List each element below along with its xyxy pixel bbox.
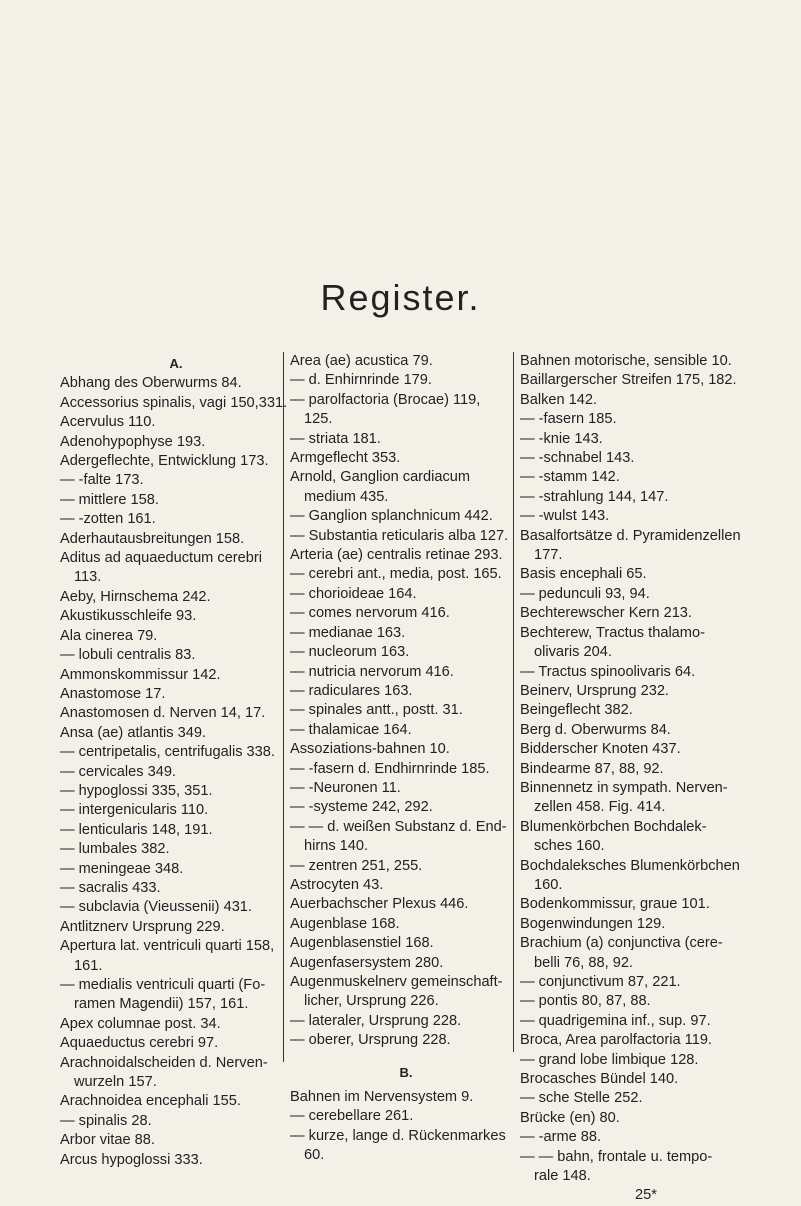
index-entry: — -fasern 185. bbox=[520, 411, 617, 428]
index-entry: — subclavia (Vieussenii) 431. bbox=[60, 899, 252, 916]
index-entry-continuation: hirns 140. bbox=[304, 838, 369, 855]
index-entry: Aeby, Hirnschema 242. bbox=[60, 588, 211, 605]
index-entry: — nutricia nervorum 416. bbox=[290, 663, 454, 680]
index-entry: Astrocyten 43. bbox=[290, 876, 384, 893]
index-entry: — -strahlung 144, 147. bbox=[520, 488, 669, 505]
index-entry: Arachnoidalscheiden d. Nerven- bbox=[60, 1054, 268, 1071]
index-entry: — pontis 80, 87, 88. bbox=[520, 993, 651, 1010]
index-entry: Broca, Area parolfactoria 119. bbox=[520, 1032, 712, 1049]
index-entry-continuation: 125. bbox=[304, 411, 333, 428]
index-entry: — lateraler, Ursprung 228. bbox=[290, 1012, 462, 1029]
index-entry: — Ganglion splanchnicum 442. bbox=[290, 508, 493, 525]
index-entry-continuation: belli 76, 88, 92. bbox=[534, 954, 633, 971]
index-entry: — Substantia reticularis alba 127. bbox=[290, 527, 509, 544]
index-entry: Bechterewscher Kern 213. bbox=[520, 605, 692, 622]
index-entry: — intergenicularis 110. bbox=[60, 802, 209, 819]
index-entry-continuation: 113. bbox=[74, 569, 102, 586]
index-entry: — d. Enhirnrinde 179. bbox=[290, 372, 432, 389]
index-entry: Ansa (ae) atlantis 349. bbox=[60, 724, 207, 741]
index-entry: — -arme 88. bbox=[520, 1129, 602, 1146]
index-entry: — mittlere 158. bbox=[60, 491, 159, 508]
index-entry: Blumenkörbchen Bochdalek- bbox=[520, 818, 707, 835]
index-entry-continuation: 160. bbox=[534, 876, 563, 893]
index-entry: Aderhautausbreitungen 158. bbox=[60, 530, 245, 547]
index-entry: — — d. weißen Substanz d. End- bbox=[290, 818, 507, 835]
index-entry-continuation: zellen 458. Fig. 414. bbox=[534, 799, 666, 816]
index-entry: — cerebri ant., media, post. 165. bbox=[290, 566, 502, 583]
index-entry: Bechterew, Tractus thalamo- bbox=[520, 624, 705, 641]
index-entry: Assoziations-bahnen 10. bbox=[290, 741, 450, 758]
index-entry: Akustikusschleife 93. bbox=[60, 608, 197, 625]
index-entry-continuation: ramen Magendii) 157, 161. bbox=[74, 996, 249, 1013]
index-entry: Basis encephali 65. bbox=[520, 566, 647, 583]
index-entry: Bidderscher Knoten 437. bbox=[520, 741, 681, 758]
index-entry: — lobuli centralis 83. bbox=[60, 647, 196, 664]
index-entry-continuation: 177. bbox=[534, 547, 563, 564]
page-title: Register. bbox=[320, 277, 481, 318]
index-entry: — medianae 163. bbox=[290, 624, 406, 641]
index-entry: — comes nervorum 416. bbox=[290, 605, 450, 622]
index-entry: Augenblase 168. bbox=[290, 915, 400, 932]
index-entry: — -zotten 161. bbox=[60, 511, 156, 528]
index-entry: — sche Stelle 252. bbox=[520, 1090, 643, 1107]
index-entry: — oberer, Ursprung 228. bbox=[290, 1032, 451, 1049]
index-entry: — nucleorum 163. bbox=[290, 644, 410, 661]
index-entry: Anastomosen d. Nerven 14, 17. bbox=[60, 705, 266, 722]
index-entry-continuation: 161. bbox=[74, 957, 103, 974]
index-entry: Aditus ad aquaeductum cerebri bbox=[60, 550, 263, 567]
index-entry: — hypoglossi 335, 351. bbox=[60, 782, 213, 799]
index-entry: — thalamicae 164. bbox=[290, 721, 412, 738]
index-entry: Baillargerscher Streifen 175, 182. bbox=[520, 372, 737, 389]
index-entry: — meningeae 348. bbox=[60, 860, 184, 877]
index-entry: — -stamm 142. bbox=[520, 469, 620, 486]
index-entry: Bodenkommissur, graue 101. bbox=[520, 896, 710, 913]
index-entry: — centripetalis, centrifugalis 338. bbox=[60, 744, 275, 761]
index-entry-continuation: licher, Ursprung 226. bbox=[304, 993, 439, 1010]
index-entry: Arachnoidea encephali 155. bbox=[60, 1093, 241, 1110]
index-entry: — cerebellare 261. bbox=[290, 1108, 414, 1125]
index-entry: — spinales antt., postt. 31. bbox=[290, 702, 463, 719]
index-entry: Bahnen motorische, sensible 10. bbox=[520, 353, 732, 369]
index-entry: Area (ae) acustica 79. bbox=[290, 353, 433, 369]
index-entry: — radiculares 163. bbox=[290, 682, 413, 699]
index-entry: Basalfortsätze d. Pyramidenzellen bbox=[520, 527, 741, 544]
index-entry: Bochdaleksches Blumenkörbchen bbox=[520, 857, 740, 874]
index-entry: Arteria (ae) centralis retinae 293. bbox=[290, 547, 503, 564]
index-entry: Accessorius spinalis, vagi 150,331. bbox=[60, 394, 288, 411]
index-entry: — -systeme 242, 292. bbox=[290, 799, 433, 816]
index-entry: Acervulus 110. bbox=[60, 414, 156, 431]
index-entry: Binnennetz in sympath. Nerven- bbox=[520, 779, 728, 796]
page-number: 25* bbox=[635, 1187, 657, 1204]
index-entry: Balken 142. bbox=[520, 391, 598, 408]
index-entry: Bindearme 87, 88, 92. bbox=[520, 760, 664, 777]
index-entry: — cervicales 349. bbox=[60, 763, 176, 780]
index-entry: — lenticularis 148, 191. bbox=[60, 821, 213, 838]
index-entry: — sacralis 433. bbox=[60, 879, 161, 896]
index-entry: Brücke (en) 80. bbox=[520, 1109, 620, 1126]
index-entry: Bogenwindungen 129. bbox=[520, 915, 666, 932]
index-entry: — Tractus spinoolivaris 64. bbox=[520, 663, 696, 680]
index-entry: — kurze, lange d. Rückenmarkes bbox=[290, 1127, 506, 1144]
index-entry: — parolfactoria (Brocae) 119, bbox=[290, 391, 481, 408]
index-entry-continuation: sches 160. bbox=[534, 838, 605, 855]
index-entry: Armgeflecht 353. bbox=[290, 450, 401, 467]
index-entry: — medialis ventriculi quarti (Fo- bbox=[60, 977, 266, 993]
index-entry: — lumbales 382. bbox=[60, 841, 170, 858]
index-entry: — -fasern d. Endhirnrinde 185. bbox=[290, 760, 490, 777]
index-entry: Ala cinerea 79. bbox=[60, 627, 158, 644]
index-entry: — -falte 173. bbox=[60, 472, 144, 489]
section-letter: B. bbox=[399, 1064, 413, 1080]
index-entry: Abhang des Oberwurms 84. bbox=[60, 375, 242, 392]
index-entry: Brachium (a) conjunctiva (cere- bbox=[520, 935, 723, 952]
index-entry: — -schnabel 143. bbox=[520, 450, 635, 467]
index-entry: Augenfasersystem 280. bbox=[290, 954, 444, 971]
index-entry: Beinerv, Ursprung 232. bbox=[520, 682, 669, 699]
index-entry: — zentren 251, 255. bbox=[290, 857, 423, 874]
index-entry: Brocasches Bündel 140. bbox=[520, 1071, 679, 1088]
index-entry: — -wulst 143. bbox=[520, 508, 610, 525]
index-entry: — — bahn, frontale u. tempo- bbox=[520, 1148, 713, 1165]
index-entry-continuation: wurzeln 157. bbox=[74, 1074, 157, 1091]
index-column-1 bbox=[60, 352, 292, 1170]
index-entry: — pedunculi 93, 94. bbox=[520, 585, 650, 602]
index-entry: Augenmuskelnerv gemeinschaft- bbox=[290, 974, 503, 990]
index-entry: Antlitznerv Ursprung 229. bbox=[60, 918, 225, 935]
index-entry: — quadrigemina inf., sup. 97. bbox=[520, 1012, 711, 1029]
index-entry: Aquaeductus cerebri 97. bbox=[60, 1035, 219, 1052]
index-entry: Arcus hypoglossi 333. bbox=[60, 1151, 203, 1168]
index-entry: Beingeflecht 382. bbox=[520, 702, 633, 719]
index-entry: — -knie 143. bbox=[520, 430, 603, 447]
index-entry: Bahnen im Nervensystem 9. bbox=[290, 1089, 474, 1106]
index-entry: Anastomose 17. bbox=[60, 685, 166, 702]
index-entry-continuation: 60. bbox=[304, 1147, 325, 1164]
index-entry-continuation: medium 435. bbox=[304, 488, 389, 505]
index-entry-continuation: olivaris 204. bbox=[534, 644, 612, 661]
index-entry: — grand lobe limbique 128. bbox=[520, 1051, 699, 1068]
index-entry: Arbor vitae 88. bbox=[60, 1132, 155, 1149]
index-entry: — chorioideae 164. bbox=[290, 585, 417, 602]
index-entry: — striata 181. bbox=[290, 430, 381, 447]
index-entry: Augenblasenstiel 168. bbox=[290, 935, 434, 952]
index-entry: Apertura lat. ventriculi quarti 158, bbox=[60, 938, 275, 955]
index-entry: Adergeflechte, Entwicklung 173. bbox=[60, 453, 269, 470]
index-entry: Auerbachscher Plexus 446. bbox=[290, 896, 469, 913]
index-entry-continuation: rale 148. bbox=[534, 1168, 591, 1185]
section-letter: A. bbox=[169, 356, 183, 371]
index-entry: Apex columnae post. 34. bbox=[60, 1015, 221, 1032]
index-entry: Adenohypophyse 193. bbox=[60, 433, 206, 450]
index-entry: — conjunctivum 87, 221. bbox=[520, 974, 681, 990]
index-column-2 bbox=[290, 352, 522, 1166]
index-entry: Berg d. Oberwurms 84. bbox=[520, 721, 671, 738]
index-entry: — -Neuronen 11. bbox=[290, 779, 401, 796]
index-entry: Arnold, Ganglion cardiacum bbox=[290, 469, 471, 486]
index-entry: — spinalis 28. bbox=[60, 1112, 152, 1129]
index-entry: Ammonskommissur 142. bbox=[60, 666, 221, 683]
index-column-3 bbox=[520, 352, 752, 1206]
